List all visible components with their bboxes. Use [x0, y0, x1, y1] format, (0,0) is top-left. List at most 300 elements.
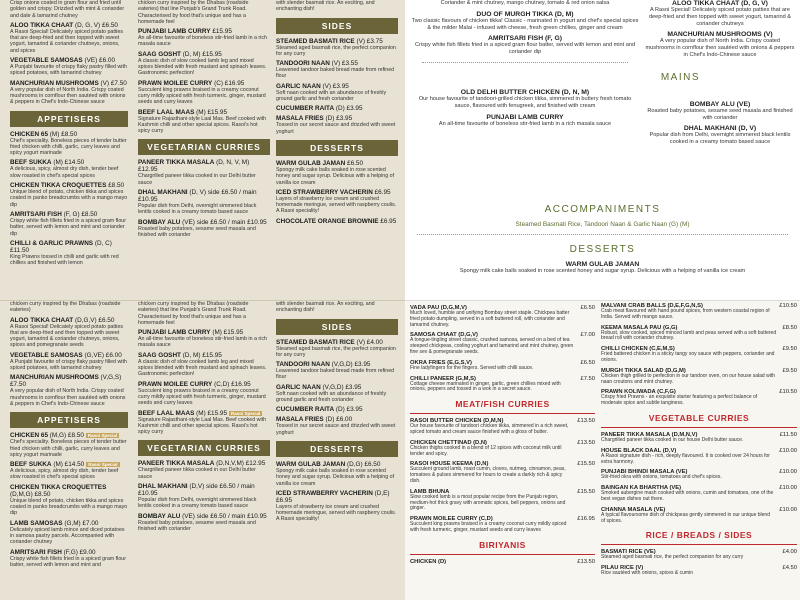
item-name: OKRA FRIES (E,G,S,V) [410, 359, 472, 366]
menu-item [10, 0, 128, 19]
dish-name [10, 57, 128, 64]
dish-price: £6.50 [362, 460, 381, 468]
set-menu-item [645, 101, 795, 122]
dish-name [276, 406, 398, 413]
item-name: MALVANI CRAB BALLS (D,E,F,G,N,S) [601, 303, 703, 309]
set-item-name: AMRITSARI FISH (F, G) [487, 35, 562, 43]
menu-item [10, 549, 128, 569]
dish-tags: (V,G,S) [98, 374, 122, 382]
section-header: BIRIYANIS [479, 539, 526, 550]
dish-name [10, 374, 128, 388]
dish-name [276, 339, 398, 346]
item-price: £9.50 [782, 346, 797, 353]
item-name: CHANNA MASALA (VE) [601, 506, 666, 513]
item-name: PANEER TIKKA MASALA (D,M,N,V) [601, 431, 698, 438]
item-name: RASOI HOUSE KEEMA (D,N) [410, 461, 489, 468]
item-desc: Smoked aubergine mash cooked with onions, cumin and tomatoes, one of the best vegan dishes out there. [601, 490, 774, 502]
item-desc: Robust, slow cooked, spiced minced lamb and peas served with a soft buttered bread roll with coriander chutney. [601, 329, 777, 342]
dish-desc: A very popular dish of North India. Crispy coated mushrooms in cornflour then sautéed with onions & peppers in Chef's Indo-Chinese sauce [10, 86, 126, 106]
dish-title: GARLIC NAAN [276, 383, 321, 391]
dish-price: £6.95 [372, 188, 391, 196]
item-text [601, 325, 778, 343]
set-item-desc: Our house favourite of tandoori-grilled chicken tikka, simmered in buttery fresh tomato sauce, flavoured with fenugreek, and finished with cream [418, 95, 632, 109]
dish-tags: (D, N, V, M) [214, 159, 250, 167]
starters-list [645, 0, 795, 59]
dish-name [138, 381, 270, 388]
dish-name [10, 159, 128, 166]
takeaway-item [410, 489, 595, 512]
dish-tags: (V) [354, 37, 365, 45]
dish-tags: (G,VE) [82, 351, 104, 359]
dish-tags: (D,V) [187, 483, 205, 491]
dish-desc: Chargrilled paneer tikka cooked in our Delhi butter sauce [138, 173, 256, 186]
item-name: SAMOSA CHAAT (D,G,V) [410, 332, 478, 339]
item-desc: Steamed aged basmati rice, the perfect companion for any curry [601, 554, 744, 561]
dish-name [138, 51, 270, 58]
dish-tags: (D) [334, 105, 345, 113]
item-price: £10.00 [779, 506, 797, 513]
item-desc: Chicken thighs cooked in a blend of 12 spices with coconut milk until tender and spicy. [410, 444, 562, 457]
dish-desc: with slender basmati rice. An exciting, and enchanting dish! [276, 0, 375, 13]
item-desc: Crispy fried Prawns - an exquisite starter featuring a perfect balance of moderate spice and subtle tanginess. [601, 394, 758, 407]
item-price: £15.50 [577, 488, 595, 495]
menu-item [10, 484, 128, 517]
dish-price: £16.95 [222, 79, 245, 87]
dish-title: ALOO TIKKA CHAAT [10, 316, 74, 324]
dish-price: £6.50 [345, 159, 364, 167]
menu-item [276, 83, 398, 103]
dish-name [10, 549, 128, 556]
dish-tags: (D,N,V,M) [214, 460, 244, 468]
item-desc: Rice sautéed with onions, spices & cumin [601, 570, 693, 577]
dish-desc: Unique blend of potato, chicken tikka and spices coated in panko breadcrumbs with a mango mayo dip [10, 189, 128, 208]
dish-name [138, 410, 270, 417]
item-text [601, 448, 775, 466]
dish-tags: (V) [354, 338, 365, 346]
takeaway-item [601, 565, 797, 577]
dish-name [138, 80, 270, 87]
item-desc: Fried battered chicken in a sticky tangy soy sauce with peppers, coriander and onions. [601, 351, 775, 363]
dish-desc: Layers of strawberry ice cream and crushed homemade meringue, served with raspberry coulis. A Rasoi speciality! [276, 195, 397, 215]
dish-title: DHAL MAKHANI [138, 483, 188, 491]
item-name: MURGH TIKKA SALAD (D,G,M) [601, 367, 686, 374]
dish-desc: Steamed aged basmati rice, the perfect companion for any curry [276, 345, 396, 358]
dish-title: LAMB SAMOSAS [10, 519, 63, 527]
dish-name [276, 105, 398, 112]
dish-title: PUNJABI LAMB CURRY [138, 28, 211, 36]
dessert-item [405, 261, 800, 275]
item-name: CHILLI CHICKEN (C,E,M,S) [601, 346, 675, 353]
accompaniments-text: Steamed Basmati Rice, Tandoori Naan & Garlic Naan (G) (M) [515, 221, 690, 228]
dish-desc: A classic dish of slow cooked lamb leg and mixed spices blended with fresh mustard and spinach leaves. Gastronomic perfection! [138, 358, 267, 378]
takeaway-item [410, 559, 595, 565]
dish-tags: (D) [323, 115, 335, 123]
set-menu-item [410, 89, 640, 110]
dish-desc: Layers of strawberry ice cream and crushed homemade meringue, served with raspberry coulis. A Rasoi speciality! [276, 503, 397, 523]
dish-name [10, 131, 128, 138]
dish-price: £15.95 [205, 409, 228, 417]
accompaniments-heading: ACCOMPANIMENTS [544, 204, 661, 215]
dish-title: BEEF SUKKA [10, 159, 52, 167]
dish-price: £12.95 [243, 460, 266, 468]
column [138, 0, 270, 241]
item-text [410, 418, 573, 436]
menu-item [276, 105, 398, 112]
set-menu-item [645, 0, 795, 27]
dish-title: ALOO TIKKA CHAAT [10, 21, 74, 29]
dish-tags: (F,G) [61, 548, 78, 556]
section-header: SIDES [276, 319, 398, 335]
dish-price: £7.00 [80, 519, 99, 527]
item-text [601, 368, 778, 386]
item-name: BAINGAN KA BHARTHA (VE) [601, 485, 682, 492]
dish-desc: A classic dish of slow cooked lamb leg and mixed spices blended with fresh mustard and spinach leaves. Gastronomic perfection! [138, 57, 267, 77]
takeaway-item [601, 448, 797, 466]
item-price: £7.50 [580, 375, 595, 382]
dish-desc: Crispy white fish fillets fried in a spiced gram flour batter, served with lemon and mint and [10, 555, 126, 568]
dish-desc: A Punjabi favourite of crispy flaky pastry filled with spiced potatoes, with tamarind chutney [10, 64, 127, 77]
dish-name [276, 461, 398, 468]
item-price: £11.50 [779, 431, 797, 438]
dish-desc: Crisp onions coated in gram flour and fried until golden and crispy. Drizzled with mint & coriander and date & tamarind chutney [10, 0, 125, 19]
dish-title: CUCUMBER RAITA [276, 105, 335, 113]
set-menu-col-b [645, 0, 795, 150]
dish-price: £6.00 [334, 416, 353, 424]
dish-desc: Crispy white fish fillets fried in a spiced gram flour batter, served with lemon and mint and coriander dip [10, 217, 126, 237]
set-menu-item [645, 31, 795, 58]
item-text [601, 469, 722, 481]
dish-title: AMRITSARI FISH [10, 210, 62, 218]
menu-item [276, 218, 398, 225]
column [138, 301, 270, 535]
dish-price: side £6.50 / main £10.95 [138, 189, 257, 204]
item-name: LAMB BHUNA [410, 488, 450, 495]
section-header: MEAT/FISH CURRIES [455, 399, 550, 410]
dish-tags: (D) [334, 406, 345, 414]
menu-item [276, 301, 398, 314]
menu-item [138, 28, 270, 48]
dish-price: £15.95 [200, 50, 222, 58]
takeaway-item [601, 368, 797, 386]
menu-item [276, 160, 398, 186]
dish-name [10, 484, 128, 498]
dish-tags: (D,E) [372, 489, 390, 497]
menu-item [276, 461, 398, 487]
dish-price: £8.50 [106, 182, 125, 190]
dish-desc: Signature Rajasthani-style Laal Mas. Beef cooked with Kashmiri chilli and other special spices. Rasoi's hot spicy curry [138, 115, 267, 135]
menu-item [276, 406, 398, 413]
menu-item [276, 189, 398, 215]
dish-price: £14.50 [62, 159, 85, 167]
takeaway-item [601, 469, 797, 481]
column [10, 301, 128, 571]
item-price: £13.50 [577, 439, 595, 446]
dish-title: BOMBAY ALU [138, 512, 181, 520]
dish-tags: (M) [210, 329, 222, 337]
menu-item [10, 131, 128, 157]
dish-title: BEEF SUKKA [10, 461, 52, 469]
dish-title: WARM GULAB JAMAN [276, 460, 346, 468]
mains-list [410, 89, 640, 127]
menu-item [276, 361, 398, 381]
set-item-desc: An all-time favourite of boneless stir-fried lamb in a rich masala sauce [438, 120, 612, 127]
menu-item [10, 352, 128, 372]
mains-list [645, 101, 795, 146]
menu-item [276, 0, 398, 13]
takeaway-item [410, 332, 595, 355]
menu-item [138, 460, 270, 480]
dish-price: £6.00 [97, 57, 116, 65]
dish-desc: A delicious, spicy, almost dry dish, tender beef slow roasted in chef's special spices [10, 468, 119, 481]
dish-name [10, 352, 128, 359]
item-name: CHICKEN (D) [410, 558, 447, 565]
set-menu-item [410, 0, 640, 7]
menu-item [10, 57, 128, 77]
set-menu-item [410, 114, 640, 128]
dish-name [10, 211, 128, 218]
item-text [601, 507, 775, 525]
dish-desc: Steamed aged basmati rice, the perfect companion for any curry [276, 44, 396, 57]
dish-title: BEEF LAAL MAAS [138, 409, 195, 417]
dish-title: VEGETABLE SAMOSAS [10, 57, 83, 65]
item-text [601, 549, 743, 561]
dish-tags: (F, G) [61, 210, 80, 218]
dish-desc: A very popular dish of North India. Crispy coated mushrooms in cornflour then sautéed with onions & peppers in Chef's Indo-Chinese sauce [10, 388, 126, 407]
divider [410, 554, 595, 555]
item-text [601, 432, 743, 444]
item-price: £13.50 [577, 418, 595, 425]
set-menu-item [410, 11, 640, 32]
dish-price: £7.50 [10, 381, 26, 389]
item-desc: Chicken thigh grilled to perfection in our tandoor oven, on our house salad with naan croutons and mint chutney. [601, 372, 775, 385]
dish-desc: A delicious, spicy, almost dry dish, tender beef slow roasted in chef's special spices [10, 166, 119, 179]
menu-item [276, 38, 398, 58]
dish-price: £3.95 [331, 82, 349, 90]
item-desc: Fine ladyfingers for the fingers. Served with chilli sauce. [410, 364, 534, 371]
menu-item [276, 115, 398, 135]
takeaway-item [601, 325, 797, 343]
dish-tags: (VE) [180, 512, 195, 520]
dish-desc: Unique blend of potato, chicken tikka and spices coated in panko breadcrumbs with a mango mayo dip [10, 497, 128, 517]
dish-name [10, 22, 128, 29]
dish-tags: (D) [323, 416, 335, 424]
dish-desc: Popular dish from Delhi, overnight simmered black lentils cooked in a creamy tomato based sauce [138, 497, 257, 510]
dish-name [10, 80, 128, 87]
dish-name [276, 218, 398, 225]
dish-name [138, 219, 270, 226]
dish-desc: Roasted baby potatoes, sesame seed masala and finished with coriander [138, 225, 256, 238]
dish-tags: (VE) [82, 57, 98, 65]
dish-title: TANDOORI NAAN [276, 361, 330, 369]
divider [601, 427, 797, 428]
section-header: DESSERTS [276, 441, 398, 457]
item-price: £15.50 [577, 461, 595, 468]
dish-price: £15.95 [200, 351, 222, 359]
set-item-name: DHAL MAKHANI (D, V) [683, 125, 757, 133]
menu-item [10, 159, 128, 179]
dish-title: PANEER TIKKA MASALA [138, 460, 215, 468]
dish-tags: (V) [320, 82, 332, 90]
item-desc: Succulent ground lamb, roast cumin, cloves, nutmeg, cinnamon, peas, tomatoes & pulses simmered for hours to create a darkly rich & spicy dish. [410, 466, 566, 484]
dish-price: £16.95 [229, 380, 251, 388]
dish-desc: Succulent king prawns braised in a creamy coconut curry mildly spiced with fresh turmeric, ginger, mustard seeds and curry leaves [138, 387, 266, 407]
dish-price: £8.50 [59, 130, 78, 138]
dish-tags: (M) [194, 108, 206, 116]
dish-name [10, 240, 128, 254]
item-name: BASMATI RICE (VE) [601, 549, 656, 556]
menu-item [10, 301, 128, 314]
column [276, 301, 398, 526]
takeaway-item [601, 485, 797, 503]
takeaway-item [601, 432, 797, 444]
dessert-name: WARM GULAB JAMAN [565, 261, 640, 268]
divider [410, 413, 595, 414]
dish-title: GARLIC NAAN [276, 82, 321, 90]
menu-item [138, 51, 270, 77]
item-text [410, 559, 446, 565]
dish-price: side £6.50 / main £10.95 [194, 218, 267, 226]
dish-desc: Roasted baby potatoes, sesame seed masala and finished with coriander [138, 519, 256, 532]
takeaway-item [410, 376, 595, 394]
set-item-desc: Popular dish from Delhi, overnight simmered black lentils cooked in a creamy tomato based sauce [649, 132, 791, 146]
item-desc: Stir-fried okra with onions, tomatoes and chef's spices. [601, 474, 722, 481]
special-badge: Rasoi Special [231, 410, 261, 416]
dish-price: £8.50 [66, 432, 84, 440]
dish-name [138, 159, 270, 173]
item-name: PRAWN MOILEE CURRY (C,D) [410, 516, 493, 523]
dish-price: side £6.50 / main £10.95 [138, 483, 255, 498]
takeaway-item [410, 360, 595, 372]
dish-desc: An all-time favourite of boneless stir-fried lamb in a rich masala sauce [138, 35, 267, 48]
menu-item [276, 490, 398, 523]
dish-price: £4.00 [365, 338, 383, 346]
item-price: £16.95 [577, 516, 595, 523]
item-desc: Succulent king prawns braised in a creamy coconut curry mildly spiced with fresh turmeric, ginger, mustard seeds and curry leaves [410, 521, 567, 533]
set-item-desc: A Rasoi Special! Delicately spiced potato patties that are deep-fried and then topped with sweet yogurt, tamarind & coriander chutneys [648, 7, 792, 27]
set-item-name: PUNJABI LAMB CURRY [486, 113, 564, 121]
section-header: VEGETARIAN CURRIES [138, 139, 270, 155]
dish-name [138, 189, 270, 203]
dish-tags: (G,M) [62, 519, 81, 527]
dish-price: £15.95 [210, 28, 232, 36]
dish-price: £6.95 [378, 217, 397, 225]
dish-title: PRAWN MOILEE CURRY [138, 79, 213, 87]
dish-name [276, 490, 398, 504]
dish-price: £3.95 [352, 361, 371, 369]
dish-title: MANCHURIAN MUSHROOMS [10, 79, 99, 87]
special-badge: Rasoi Special [88, 462, 118, 468]
starters-list [410, 0, 640, 56]
dish-title: SAAG GOSHT [138, 351, 181, 359]
dish-title: PRAWN MOILEE CURRY [138, 380, 213, 388]
dish-price: £9.00 [77, 548, 96, 556]
section-header: VEGETARIAN CURRIES [138, 440, 270, 456]
dish-title: MANCHURIAN MUSHROOMS [10, 374, 99, 382]
item-name: KEEMA MASALA PAU (G,G) [601, 324, 678, 331]
dish-title: STEAMED BASMATI RICE [276, 37, 355, 45]
dish-price: £6.50 [100, 21, 118, 29]
menu-item [138, 513, 270, 533]
item-text [410, 332, 576, 355]
dish-title: CHICKEN 65 [10, 130, 48, 138]
takeaway-menu-page [405, 300, 800, 600]
menu-item [10, 240, 128, 267]
dish-title: SAAG GOSHT [138, 50, 181, 58]
section-header: APPETISERS [10, 412, 128, 428]
dish-price: side £6.50 / main £10.95 [194, 512, 267, 520]
dish-desc: Soft naan cooked with an abundance of freshly ground garlic and fresh coriander [276, 89, 387, 103]
dish-tags: (M) [48, 130, 60, 138]
dish-desc: Succulent king prawns braised in a creamy coconut curry mildly spiced with fresh turmeric, ginger, mustard seeds and curry leaves [138, 86, 266, 106]
menu-item [10, 520, 128, 546]
item-price: £10.50 [779, 389, 797, 396]
dish-title: MASALA FRIES [276, 416, 324, 424]
dish-desc: Spongy milk cake balls soaked in rose scented honey and sugar syrup. Delicious with a helping of vanilla ice cream [276, 467, 395, 487]
takeaway-item [601, 303, 797, 321]
takeaway-item [410, 461, 595, 484]
item-text [601, 303, 775, 321]
menu-item [10, 22, 128, 54]
dish-title: PUNJABI LAMB CURRY [138, 329, 211, 337]
dish-desc: Soft naan cooked with an abundance of freshly ground garlic and fresh coriander [276, 390, 387, 404]
special-badge: Rasoi Special [87, 433, 118, 439]
column [10, 0, 128, 269]
dish-name [138, 28, 270, 35]
takeaway-right-column [601, 303, 797, 581]
dish-name [138, 483, 270, 497]
set-menu-item [645, 125, 795, 146]
dish-desc: Delicately spiced lamb mince and diced potatoes in samosa pastry parcels. Accompanied with coriander chutney [10, 526, 125, 546]
menu-item [276, 339, 398, 359]
dish-title: CHICKEN 65 [10, 432, 48, 440]
dish-title: CHICKEN TIKKA CROQUETTES [10, 483, 107, 491]
dish-name [138, 329, 270, 336]
item-text [410, 376, 576, 394]
set-item-desc: Crispy white fish fillets fried in a spiced gram flour batter, served with lemon and mint and coriander dip [414, 42, 636, 56]
dish-desc: Chargrilled paneer tikka cooked in our Delhi butter sauce [138, 467, 256, 480]
dish-price: £15.95 [221, 329, 244, 337]
menu-item [10, 432, 128, 458]
section-header: RICE / BREADS / SIDES [645, 530, 753, 541]
item-name: PILAU RICE (V) [601, 565, 644, 572]
menu-item [138, 381, 270, 407]
menu-item [138, 301, 270, 326]
item-text [601, 485, 775, 503]
divider [417, 234, 788, 236]
section-header: SIDES [276, 18, 398, 34]
item-desc: Our house favourite of tandoori chicken tikka, simmered in a rich sweet, spiced tomato and cream sauce finished with a gloss of butter. [410, 423, 569, 435]
dish-price: £3.95 [334, 115, 353, 123]
dish-desc: Tossed in our secret sauce and drizzled with sweet yoghurt [276, 122, 396, 135]
dish-tags: (D,G,V) [73, 316, 97, 324]
item-name: PRAWN KOLIWADA (C,F,G) [601, 389, 676, 396]
menu-item [10, 182, 128, 208]
dish-price: £14.50 [62, 461, 85, 469]
menu-item [138, 0, 270, 25]
menu-item [10, 211, 128, 237]
menu-item [138, 410, 270, 436]
dish-name [276, 384, 398, 391]
item-name: CHICKEN CHETTINAD (D,N) [410, 439, 487, 446]
dish-title: CHICKEN TIKKA CROQUETTES [10, 182, 107, 190]
item-price: £4.00 [782, 549, 797, 556]
dish-price: £3.95 [344, 406, 363, 414]
set-menu-col-a [410, 0, 700, 131]
item-price: £10.00 [779, 447, 797, 454]
menu-item [138, 189, 270, 216]
dish-tags: (V) [329, 60, 341, 68]
takeaway-item [410, 305, 595, 328]
